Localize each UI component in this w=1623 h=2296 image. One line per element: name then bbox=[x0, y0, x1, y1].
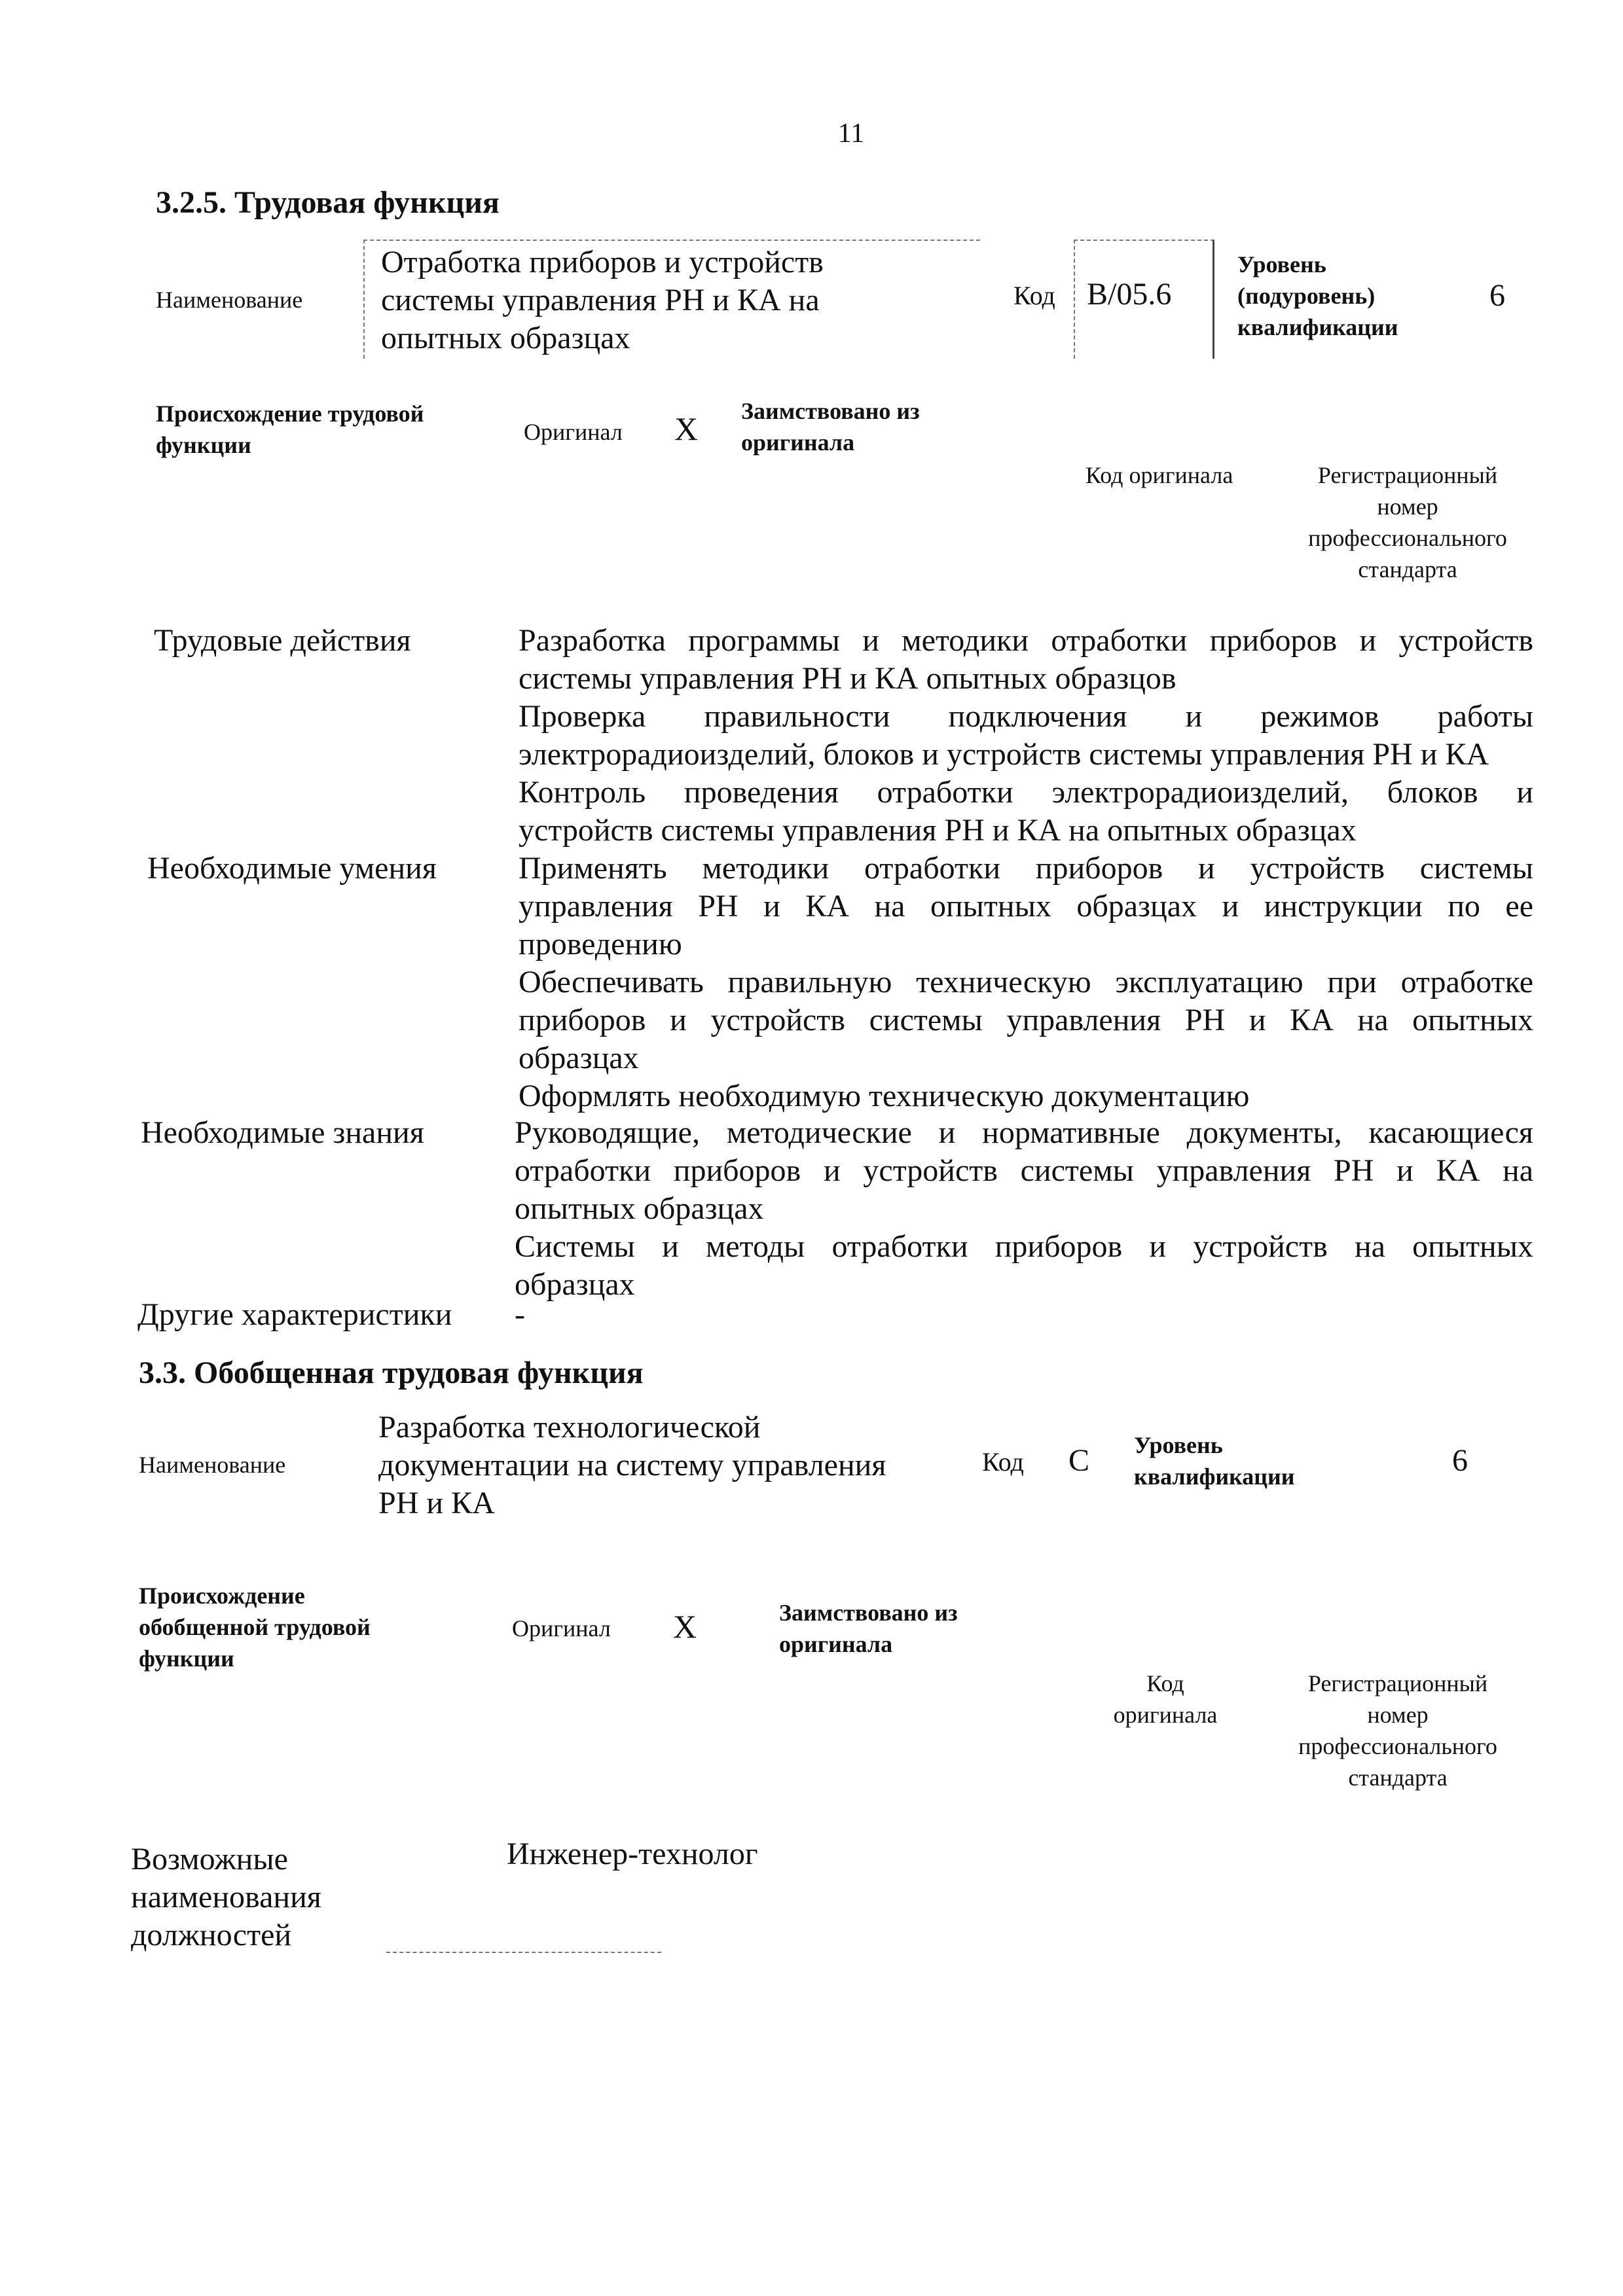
knowledge-line: образцах bbox=[515, 1267, 635, 1302]
skills-list bbox=[519, 850, 1533, 1115]
name-value-33 bbox=[378, 1408, 941, 1522]
skill-line: Обеспечивать правильную техническую эксплуатацию при отработке bbox=[519, 965, 1533, 999]
original-mark-33: X bbox=[673, 1608, 697, 1645]
name-line: Разработка технологической bbox=[378, 1410, 761, 1444]
knowledge-list bbox=[515, 1114, 1533, 1304]
other-label: Другие характеристики bbox=[137, 1297, 452, 1332]
origin-line: функции bbox=[156, 432, 251, 458]
positions-label-line: должностей bbox=[131, 1918, 292, 1952]
original-label-325: Оригинал bbox=[524, 419, 623, 445]
borrowed-label-325 bbox=[741, 395, 920, 458]
borrowed-line: Заимствовано из bbox=[741, 398, 920, 424]
positions-label-line: Возможные bbox=[131, 1842, 288, 1876]
code-label-325: Код bbox=[1013, 281, 1055, 310]
borrowed-line: Заимствовано из bbox=[779, 1600, 958, 1626]
borrowed-label-33 bbox=[779, 1597, 958, 1660]
knowledge-label: Необходимые знания bbox=[141, 1115, 424, 1150]
code-original-line: оригинала bbox=[1113, 1702, 1218, 1728]
name-line: Отработка приборов и устройств bbox=[381, 245, 824, 279]
code-original-line: Код bbox=[1146, 1670, 1184, 1696]
positions-value: Инженер-технолог bbox=[507, 1837, 758, 1871]
code-original-label-33 bbox=[1087, 1668, 1244, 1731]
origin-label-325 bbox=[156, 398, 424, 461]
page-number: 11 bbox=[837, 118, 865, 149]
labor-action-line: Контроль проведения отработки электрорадиоизделий, блоков и bbox=[519, 775, 1533, 810]
labor-action-line: устройств системы управления РН и КА на опытных образцах bbox=[519, 813, 1357, 848]
name-label-33: Наименование bbox=[139, 1452, 286, 1478]
level-line: Уровень bbox=[1134, 1432, 1223, 1458]
reg-line: стандарта bbox=[1348, 1765, 1448, 1791]
section-heading-325: 3.2.5. Трудовая функция bbox=[156, 185, 500, 220]
skill-line: Оформлять необходимую техническую документацию bbox=[519, 1079, 1250, 1113]
level-line: (подуровень) bbox=[1237, 283, 1376, 309]
original-label-33: Оригинал bbox=[512, 1615, 611, 1641]
code-value-33: C bbox=[1068, 1443, 1090, 1478]
borrowed-line: оригинала bbox=[779, 1631, 893, 1657]
origin-line: Происхождение трудовой bbox=[156, 401, 424, 427]
reg-line: профессионального bbox=[1298, 1733, 1497, 1759]
labor-action-line: электрорадиоизделий, блоков и устройств системы управления РН и КА bbox=[519, 737, 1489, 772]
knowledge-line: отработки приборов и устройств системы управления РН и КА на bbox=[515, 1153, 1533, 1188]
reg-line: стандарта bbox=[1358, 556, 1457, 583]
labor-actions-label: Трудовые действия bbox=[154, 623, 411, 658]
level-value-325: 6 bbox=[1489, 278, 1505, 313]
knowledge-line: опытных образцах bbox=[515, 1191, 764, 1226]
knowledge-line: Системы и методы отработки приборов и устройств на опытных bbox=[515, 1229, 1533, 1264]
skill-line: проведению bbox=[519, 927, 682, 961]
table-bottom-rule bbox=[386, 1952, 661, 1953]
code-original-label-325: Код оригинала bbox=[1085, 462, 1233, 488]
reg-line: номер bbox=[1377, 493, 1438, 520]
name-value-325 bbox=[381, 243, 970, 357]
labor-action-line: Разработка программы и методики отработки приборов и устройств bbox=[519, 623, 1533, 658]
level-label-33 bbox=[1134, 1429, 1295, 1492]
name-line: документации на систему управления bbox=[378, 1448, 886, 1482]
reg-line: Регистрационный bbox=[1317, 462, 1498, 488]
skill-line: приборов и устройств системы управления РН и КА на опытных bbox=[519, 1003, 1533, 1037]
origin-line: функции bbox=[139, 1645, 234, 1672]
original-mark-325: X bbox=[674, 410, 699, 447]
name-label-325: Наименование bbox=[156, 287, 303, 313]
labor-action-line: системы управления РН и КА опытных образцов bbox=[519, 661, 1176, 696]
level-value-33: 6 bbox=[1452, 1443, 1468, 1478]
skill-line: образцах bbox=[519, 1041, 639, 1075]
level-line: квалификации bbox=[1237, 314, 1398, 340]
borrowed-line: оригинала bbox=[741, 429, 855, 456]
positions-label-line: наименования bbox=[131, 1880, 321, 1914]
labor-action-line: Проверка правильности подключения и режимов работы bbox=[519, 699, 1533, 734]
code-label-33: Код bbox=[982, 1447, 1024, 1477]
skill-line: Применять методики отработки приборов и устройств системы bbox=[519, 851, 1533, 886]
reg-label-325 bbox=[1283, 459, 1532, 585]
positions-label bbox=[131, 1840, 321, 1954]
origin-label-33 bbox=[139, 1580, 371, 1674]
level-line: квалификации bbox=[1134, 1463, 1295, 1490]
name-line: системы управления РН и КА на bbox=[381, 283, 820, 317]
level-line: Уровень bbox=[1237, 251, 1326, 278]
labor-actions-list bbox=[519, 622, 1533, 850]
level-label-325 bbox=[1237, 249, 1398, 343]
code-value-325: B/05.6 bbox=[1087, 277, 1172, 312]
reg-line: профессионального bbox=[1308, 525, 1507, 551]
origin-line: Происхождение bbox=[139, 1583, 305, 1609]
reg-label-33 bbox=[1273, 1668, 1522, 1793]
reg-line: номер bbox=[1367, 1702, 1429, 1728]
skills-label: Необходимые умения bbox=[147, 851, 437, 886]
origin-line: обобщенной трудовой bbox=[139, 1614, 371, 1640]
name-line: РН и КА bbox=[378, 1486, 495, 1520]
section-heading-33: 3.3. Обобщенная трудовая функция bbox=[139, 1355, 644, 1390]
reg-line: Регистрационный bbox=[1307, 1670, 1488, 1696]
knowledge-line: Руководящие, методические и нормативные документы, касающиеся bbox=[515, 1115, 1533, 1150]
skill-line: управления РН и КА на опытных образцах и инструкции по ее bbox=[519, 889, 1533, 924]
name-line: опытных образцах bbox=[381, 321, 630, 355]
other-value: - bbox=[515, 1297, 525, 1332]
